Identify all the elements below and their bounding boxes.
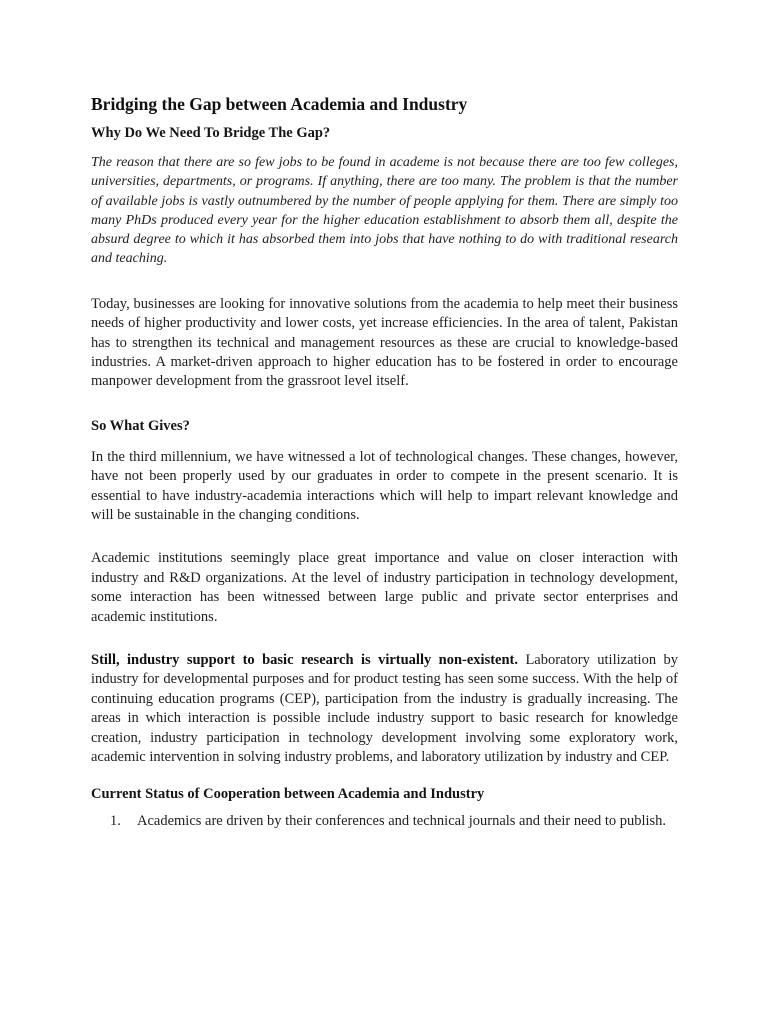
paragraph-rest-text: Laboratory utilization by industry for developmental purposes and for product testing has seen some success. With the help of continuing education programs (CEP), participation from the industry is gradually increasing. The areas in which interaction is possible include industry support to basic research for knowledge creation, industry participation in technology development involving some exploratory work, academic intervention in solving industry problems, and laboratory utilization by industry and CEP. [91,652,678,766]
list-item-text: Academics are driven by their conferences and technical journals and their need to publish. [137,812,667,829]
spacer [91,525,678,549]
spacer [91,627,678,651]
paragraph-industry-support [91,651,678,767]
paragraph-businesses-innovation: Today, businesses are looking for innovative solutions from the academia to help meet their business needs of higher productivity and lower costs, yet increase efficiencies. In the area of talent, Pakistan has to strengthen its technical and management resources as these are crucial to knowledge-based industries. A market-driven approach to higher education has to be fostered in order to encourage manpower development from the grassroot level itself. [91,295,678,390]
section-heading-why-bridge-gap: Why Do We Need To Bridge The Gap? [91,125,331,141]
paragraph-academic-institutions: Academic institutions seemingly place great importance and value on closer interaction with industry and R&D organizations. At the level of industry participation in technology development, some interaction has been witnessed between large public and private sector enterprises and academic institutions. [91,550,678,625]
list-item [91,812,678,831]
bold-lead-sentence: Still, industry support to basic research is virtually non-existent. [91,652,519,669]
paragraph-third-millennium: In the third millennium, we have witnessed a lot of technological changes. These changes, however, have not been properly used by our graduates in order to compete in the present scenario. It is essential to have industry-academia interactions which will help to impart relevant knowledge and will be sustainable in the changing conditions. [91,448,678,524]
document-title: Bridging the Gap between Academia and Industry [91,94,468,114]
section-heading-current-status: Current Status of Cooperation between Academia and Industry [91,785,485,802]
list-item-number: 1. [110,812,121,829]
section-heading-so-what-gives: So What Gives? [91,417,190,434]
document-page [91,92,678,831]
italic-quote-paragraph: The reason that there are so few jobs to be found in academe is not because there are too few colleges, universities, departments, or programs. If anything, there are too many. The problem is that the number of available jobs is vastly outnumbered by the number of people applying for them. There are simply too many PhDs produced every year for the higher education establishment to absorb them all, despite the absurd degree to which it has absorbed them into jobs that have nothing to do with traditional research and teaching. [91,155,678,267]
numbered-list [91,812,678,831]
spacer [91,768,678,784]
spacer [91,392,678,416]
